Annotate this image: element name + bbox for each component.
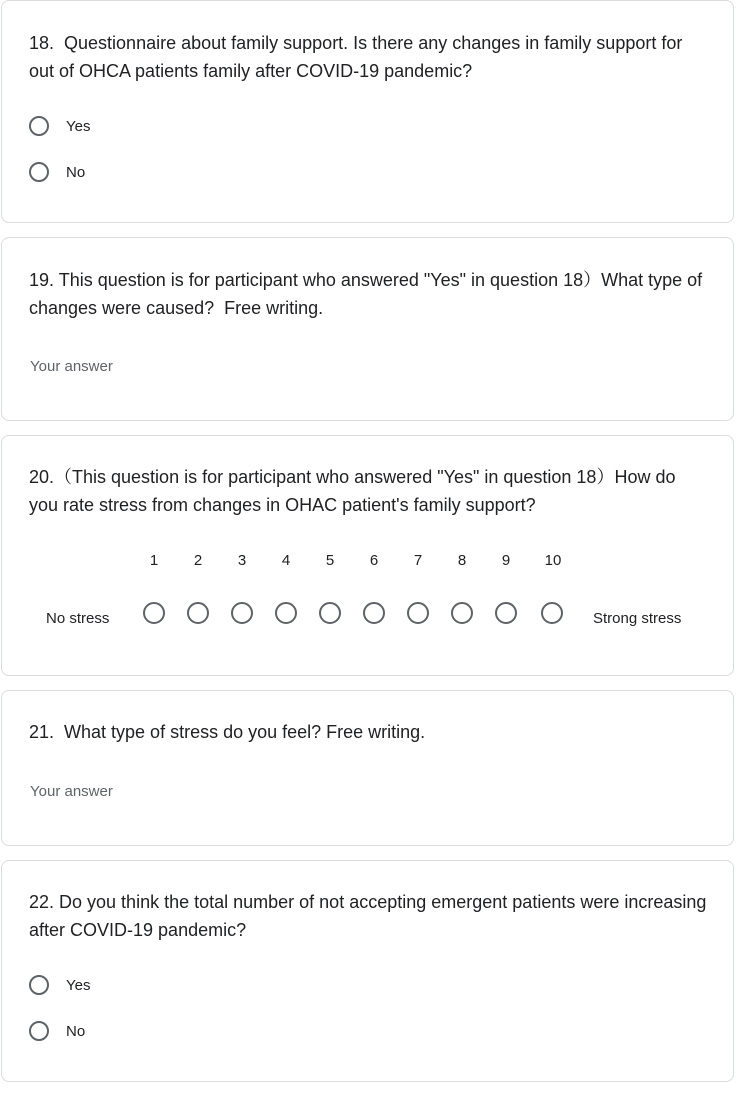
question-title: 18. Questionnaire about family support. Is there any changes in family support for out of OHCA patients family after COVID-19 pandemic?	[29, 33, 688, 81]
scale-radio-9[interactable]	[495, 602, 517, 624]
scale-radio-4[interactable]	[275, 602, 297, 624]
scale-number: 5	[325, 552, 335, 569]
scale-number: 4	[281, 552, 291, 569]
radio-button[interactable]	[29, 975, 49, 995]
question-title: 22. Do you think the total number of not accepting emergent patients were increasing after COVID-19 pandemic?	[29, 892, 712, 940]
scale-radio-6[interactable]	[363, 602, 385, 624]
scale-number: 6	[369, 552, 379, 569]
scale-number: 1	[149, 552, 159, 569]
scale-radio-8[interactable]	[451, 602, 473, 624]
option-no[interactable]	[29, 1018, 85, 1044]
option-yes[interactable]	[29, 113, 90, 139]
question-card-21	[1, 690, 734, 846]
question-title: 20.（This question is for participant who answered "Yes" in question 18）How do you rate stress from changes in OHAC patient's family support?	[29, 467, 681, 515]
radio-button[interactable]	[29, 116, 49, 136]
option-no[interactable]	[29, 159, 85, 185]
question-card-20	[1, 435, 734, 676]
scale-number: 2	[193, 552, 203, 569]
scale-number: 7	[413, 552, 423, 569]
answer-input[interactable]: Your answer	[30, 783, 113, 800]
scale-number: 10	[544, 552, 562, 569]
scale-low-label: No stress	[46, 610, 110, 627]
scale-radio-2[interactable]	[187, 602, 209, 624]
scale-number: 3	[237, 552, 247, 569]
answer-input[interactable]: Your answer	[30, 358, 113, 375]
option-label: Yes	[66, 117, 91, 135]
question-title: 21. What type of stress do you feel? Free writing.	[29, 722, 426, 742]
scale-radio-1[interactable]	[143, 602, 165, 624]
scale-radio-10[interactable]	[541, 602, 563, 624]
question-card-18	[1, 0, 734, 223]
scale-radio-7[interactable]	[407, 602, 429, 624]
option-label: Yes	[66, 976, 91, 994]
scale-high-label: Strong stress	[593, 610, 682, 627]
question-title: 19. This question is for participant who answered "Yes" in question 18）What type of changes were caused? Free writing.	[29, 270, 708, 318]
scale-radio-5[interactable]	[319, 602, 341, 624]
scale-radio-3[interactable]	[231, 602, 253, 624]
question-card-19	[1, 237, 734, 421]
option-label: No	[66, 1022, 86, 1040]
option-yes[interactable]	[29, 972, 90, 998]
question-card-22	[1, 860, 734, 1082]
radio-button[interactable]	[29, 162, 49, 182]
radio-button[interactable]	[29, 1021, 49, 1041]
option-label: No	[66, 163, 86, 181]
scale-number: 9	[501, 552, 511, 569]
scale-number: 8	[457, 552, 467, 569]
